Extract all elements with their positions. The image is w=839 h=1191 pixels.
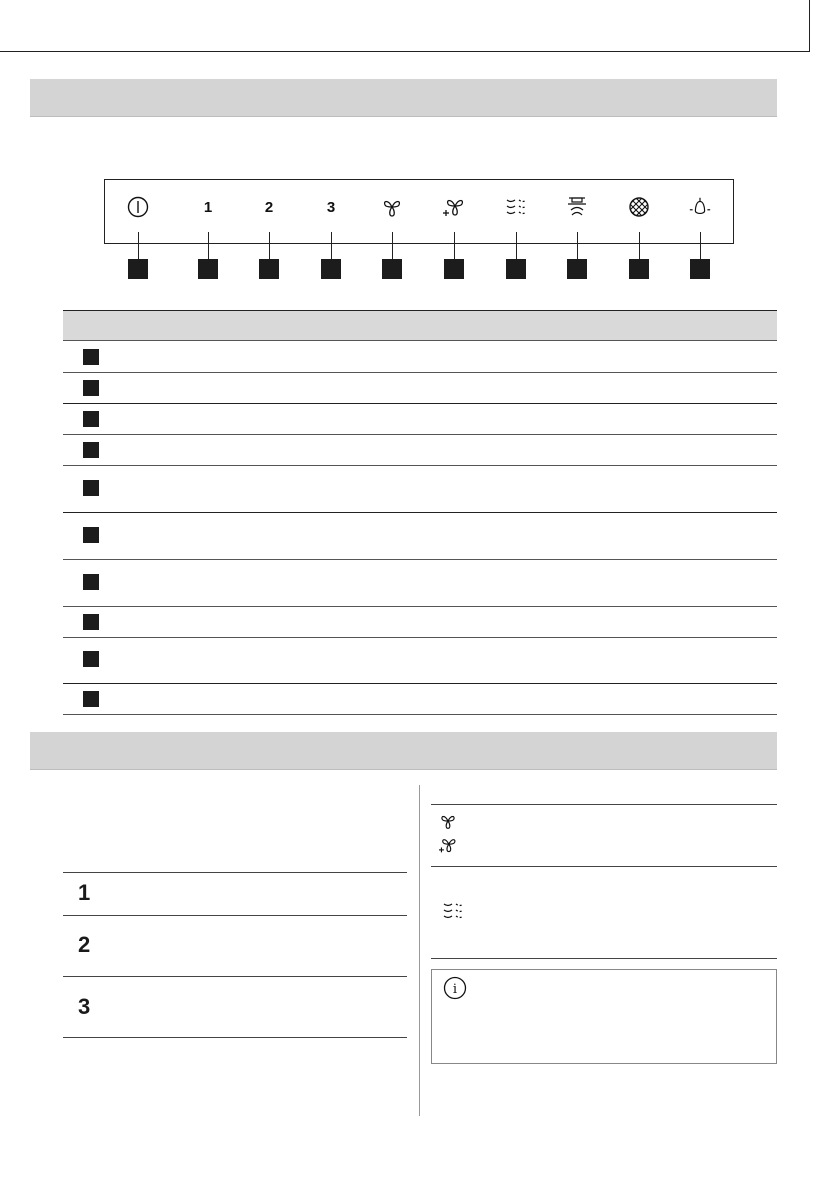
- list-divider: [431, 866, 777, 867]
- table-row: [63, 513, 777, 560]
- table-row: [63, 435, 777, 466]
- filter-button[interactable]: [627, 196, 651, 218]
- table-row: [63, 638, 777, 684]
- steam-icon: [441, 900, 465, 927]
- table-row: [63, 607, 777, 638]
- callout-marker: [83, 480, 99, 496]
- callout-marker: [382, 259, 402, 279]
- list-divider: [63, 872, 407, 873]
- callout-marker: [83, 691, 99, 707]
- fan-plus-button[interactable]: [442, 196, 466, 218]
- light-button[interactable]: [688, 196, 712, 218]
- speed-1-label: 1: [78, 880, 91, 905]
- fan-icon: [380, 196, 404, 218]
- callout-marker: [128, 259, 148, 279]
- info-icon: [443, 976, 467, 1000]
- callout-marker: [83, 442, 99, 458]
- table-row: [63, 373, 777, 404]
- callout-marker: [83, 614, 99, 630]
- callout-marker: [83, 349, 99, 365]
- leader-line: [516, 232, 517, 260]
- info-icon-glyph: i: [452, 982, 458, 997]
- speed-3-label: 3: [78, 994, 91, 1019]
- steam-icon: [504, 196, 528, 218]
- fan-speed-2-label: 2: [264, 198, 274, 216]
- power-button[interactable]: [126, 196, 150, 218]
- callout-marker: [444, 259, 464, 279]
- section-header-underline: [30, 116, 777, 117]
- page-edge-line: [0, 0, 810, 52]
- fan-speed-3-label: 3: [326, 198, 336, 216]
- info-note-box: [431, 969, 777, 1064]
- callout-marker: [83, 380, 99, 396]
- fan-plus-icon: [438, 836, 458, 859]
- callout-marker: [83, 574, 99, 590]
- section-header-band: [30, 79, 777, 116]
- table-row: [63, 404, 777, 435]
- callout-marker: [198, 259, 218, 279]
- light-bulb-icon: [688, 196, 712, 218]
- table-row: [63, 466, 777, 513]
- leader-line: [269, 232, 270, 260]
- table-row: [63, 560, 777, 607]
- fan-speed-3-button[interactable]: [319, 196, 343, 218]
- leader-line: [454, 232, 455, 260]
- table-row: [63, 684, 777, 715]
- list-divider: [63, 1037, 407, 1038]
- callout-marker: [506, 259, 526, 279]
- hood-icon: [565, 196, 589, 218]
- list-divider: [431, 804, 777, 805]
- fan-speed-1-label: 1: [203, 198, 213, 216]
- fan-button[interactable]: [380, 196, 404, 218]
- fan-speed-1-button[interactable]: [196, 196, 220, 218]
- leader-line: [208, 232, 209, 260]
- callout-marker: [690, 259, 710, 279]
- section-header-band: [30, 732, 777, 769]
- leader-line: [138, 232, 139, 260]
- fan-icon: [438, 812, 458, 835]
- leader-line: [392, 232, 393, 260]
- leader-line: [700, 232, 701, 260]
- section-header-underline: [30, 769, 777, 770]
- callout-marker: [83, 651, 99, 667]
- speed-2-label: 2: [78, 932, 91, 957]
- leader-line: [331, 232, 332, 260]
- table-row: [63, 341, 777, 373]
- callout-marker: [83, 527, 99, 543]
- callout-marker: [629, 259, 649, 279]
- callout-marker: [567, 259, 587, 279]
- list-divider: [63, 976, 407, 977]
- callout-marker: [259, 259, 279, 279]
- column-separator: [419, 785, 420, 1116]
- callout-marker: [321, 259, 341, 279]
- leader-line: [639, 232, 640, 260]
- callout-marker: [83, 411, 99, 427]
- fan-plus-icon: [442, 196, 466, 218]
- list-divider: [431, 958, 777, 959]
- fan-speed-2-button[interactable]: [257, 196, 281, 218]
- power-icon: [127, 196, 149, 218]
- steam-button[interactable]: [504, 196, 528, 218]
- legend-table-header: [63, 310, 777, 341]
- filter-grid-icon: [627, 196, 651, 218]
- hood-button[interactable]: [565, 196, 589, 218]
- leader-line: [577, 232, 578, 260]
- list-divider: [63, 915, 407, 916]
